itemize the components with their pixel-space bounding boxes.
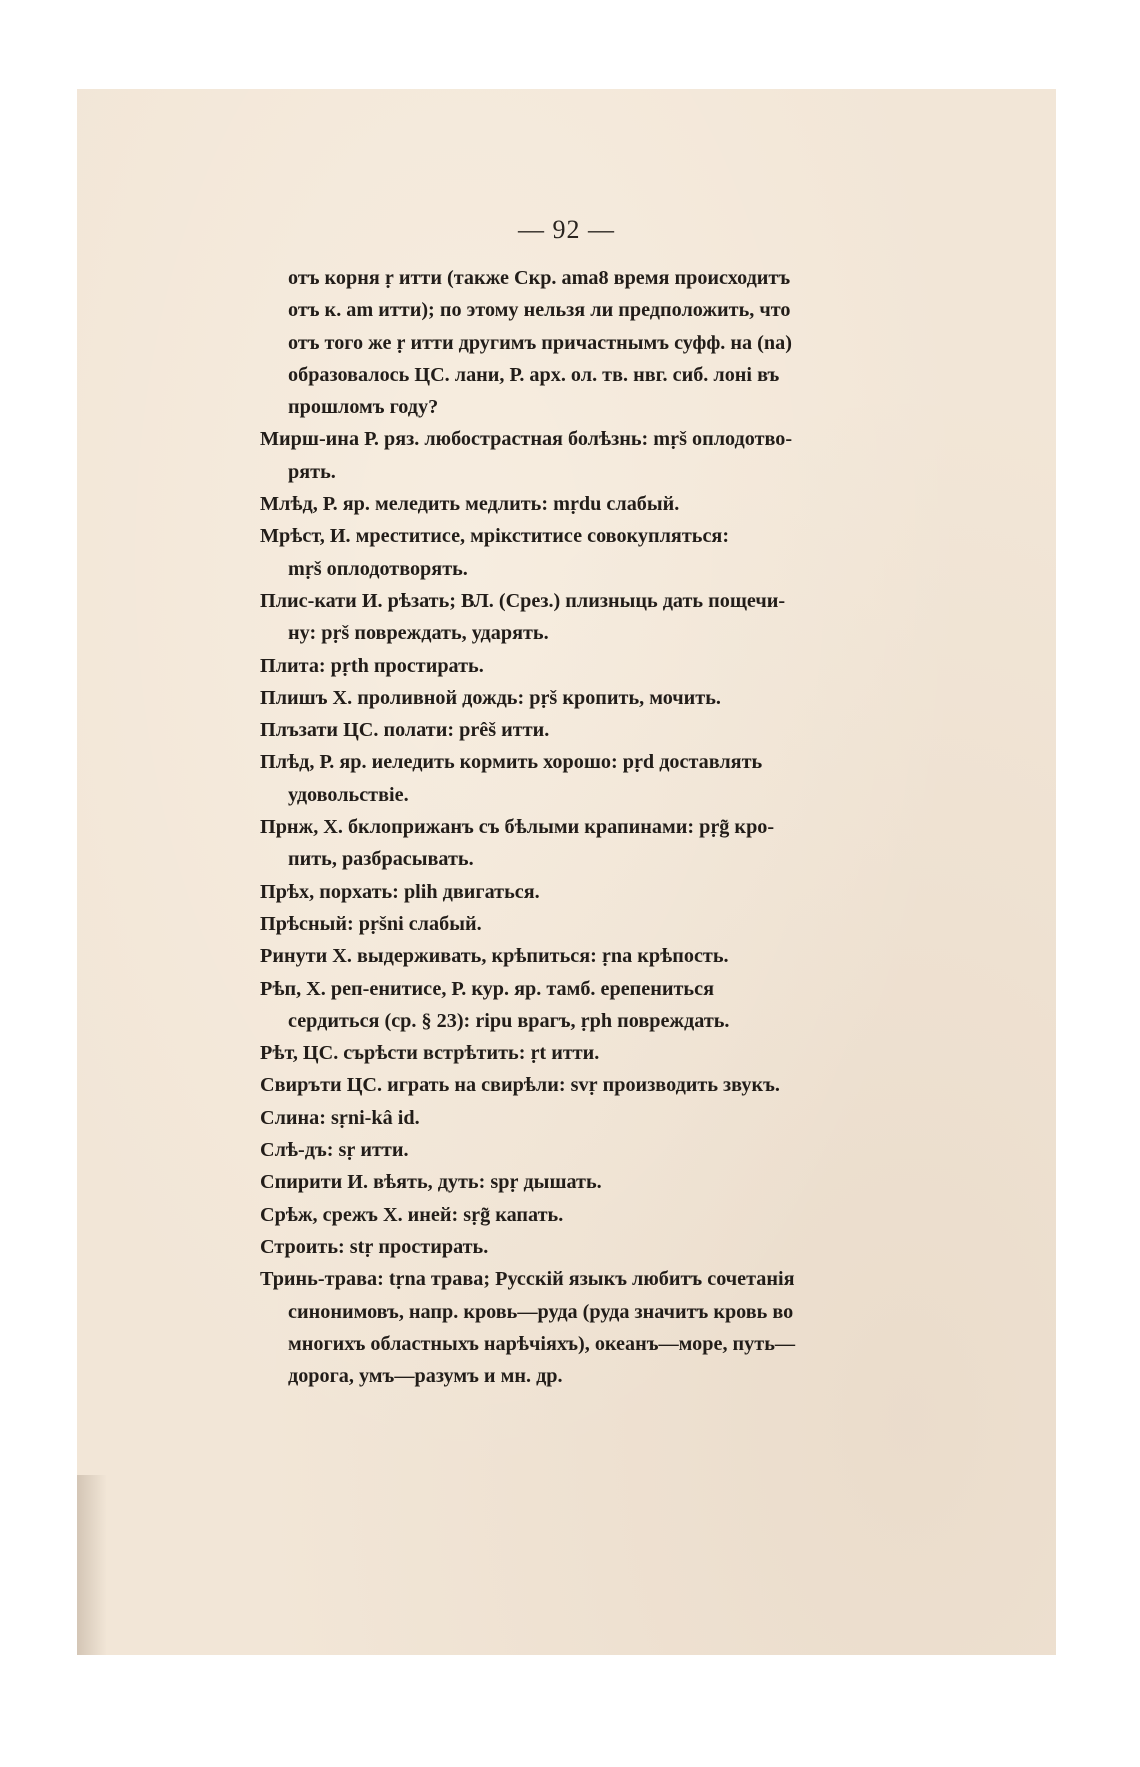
text-line: Строить: stṛ простирать. xyxy=(260,1235,489,1258)
text-line: Мрѣст, И. мреститисе, мрікститисе совокупляться: xyxy=(260,525,730,548)
text-line: Прѣх, порхать: plih двигаться. xyxy=(260,880,540,903)
text-line: Слѣ-дъ: sṛ итти. xyxy=(260,1139,409,1162)
text-line: Слина: sṛni-kâ id. xyxy=(260,1106,420,1129)
text-line: пить, разбрасывать. xyxy=(288,848,474,871)
book-page xyxy=(77,89,1056,1655)
page-edge-shadow xyxy=(77,1475,107,1655)
text-line: Срѣж, срежъ Х. иней: sṛg̃ капать. xyxy=(260,1203,564,1226)
text-line: Свиръти ЦС. играть на свирѣли: svṛ производить звукъ. xyxy=(260,1074,780,1097)
text-line: Млѣд, Р. яр. меледить медлить: mṛdu слабый. xyxy=(260,493,680,516)
text-line: дорога, умъ—разумъ и мн. др. xyxy=(288,1365,563,1388)
text-line: сердиться (ср. § 23): ripu врагъ, ṛph повреждать. xyxy=(288,1009,730,1032)
text-line: многихъ областныхъ нарѣчіяхъ), океанъ—море, путь— xyxy=(288,1332,796,1355)
text-line: ну: pṛš повреждать, ударять. xyxy=(288,622,549,645)
text-line: Плис-кати И. рѣзать; ВЛ. (Срез.) плизныць дать пощечи- xyxy=(260,589,786,612)
text-line: Спирити И. вѣять, дуть: spṛ дышать. xyxy=(260,1171,602,1194)
text-line: Плъзати ЦС. полати: prêš итти. xyxy=(260,719,550,742)
page-text xyxy=(260,262,918,1392)
page-number: — 92 — xyxy=(518,215,615,244)
text-line: отъ корня ṛ итти (также Скр. ama8 время происходитъ xyxy=(288,267,791,289)
text-line: Ринути Х. выдерживать, крѣпиться: ṛna крѣпость. xyxy=(260,945,729,968)
text-line: прошломъ году? xyxy=(288,396,439,419)
text-line: Рѣп, Х. реп-енитисе, Р. кур. яр. тамб. ерепениться xyxy=(260,977,714,1000)
text-line: отъ к. am итти); по этому нельзя ли предположить, что xyxy=(288,299,791,322)
text-line: Плѣд, Р. яр. иеледить кормить хорошо: pṛd доставлять xyxy=(260,751,763,774)
text-line: Плита: pṛth простирать. xyxy=(260,654,484,677)
text-line: Плишъ Х. проливной дождь: pṛš кропить, мочить. xyxy=(260,686,721,709)
text-line: Прѣсный: pṛšni слабый. xyxy=(260,912,482,935)
text-line: Мирш-ина Р. ряз. любострастная болѣзнь: mṛš оплодотво- xyxy=(260,428,793,451)
text-line: Тринь-трава: tṛna трава; Русскій языкъ любитъ сочетанія xyxy=(260,1268,795,1291)
text-line: Прнж, Х. бклоприжанъ съ бѣлыми крапинами: pṛg̃ кро- xyxy=(260,816,775,839)
text-line: синонимовъ, напр. кровь—руда (руда значитъ кровь во xyxy=(288,1300,794,1323)
text-line: отъ того же ṛ итти другимъ причастнымъ суфф. на (na) xyxy=(288,331,792,354)
text-line: удовольствіе. xyxy=(288,783,409,806)
text-line: mṛš оплодотворять. xyxy=(288,557,468,580)
text-line: рять. xyxy=(288,460,336,483)
text-line: образовалось ЦС. лани, Р. арх. ол. тв. нвг. сиб. лоні въ xyxy=(288,363,780,386)
text-line: Рѣт, ЦС. сърѣсти встрѣтить: ṛt итти. xyxy=(260,1042,600,1065)
